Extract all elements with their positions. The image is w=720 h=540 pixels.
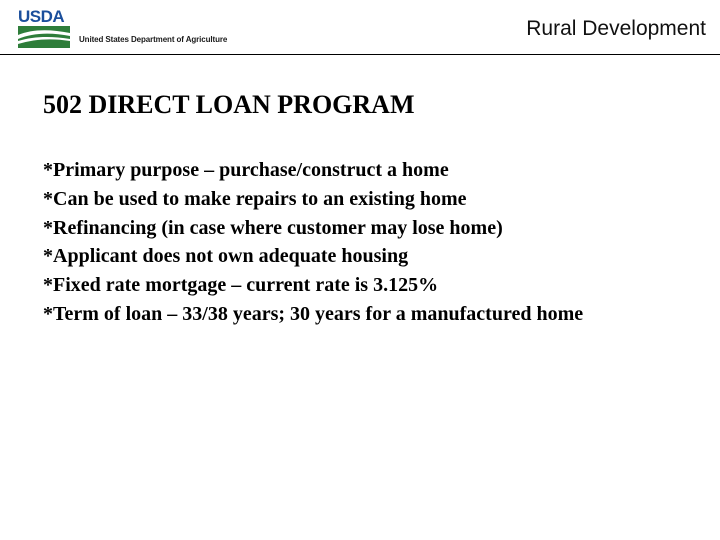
bullet-item: *Primary purpose – purchase/construct a home <box>43 159 449 181</box>
bullet-item: *Can be used to make repairs to an existing home <box>43 187 467 210</box>
bullet-item: *Refinancing (in case where customer may lose home) <box>43 216 503 239</box>
header-divider <box>0 54 720 55</box>
bullet-item: *Term of loan – 33/38 years; 30 years for a manufactured home <box>43 302 584 325</box>
bullet-item: *Fixed rate mortgage – current rate is 3.125% <box>43 274 439 297</box>
bullet-list <box>43 156 663 329</box>
usda-logo-text: USDA <box>18 7 65 26</box>
agency-name: United States Department of Agriculture <box>79 35 228 44</box>
mission-area-label: Rural Development <box>526 17 706 40</box>
usda-logo <box>18 8 258 48</box>
slide-header <box>0 0 720 56</box>
bullet-item: *Applicant does not own adequate housing <box>43 245 409 268</box>
usda-swoosh-icon <box>18 26 70 48</box>
slide-title: 502 DIRECT LOAN PROGRAM <box>43 90 415 119</box>
